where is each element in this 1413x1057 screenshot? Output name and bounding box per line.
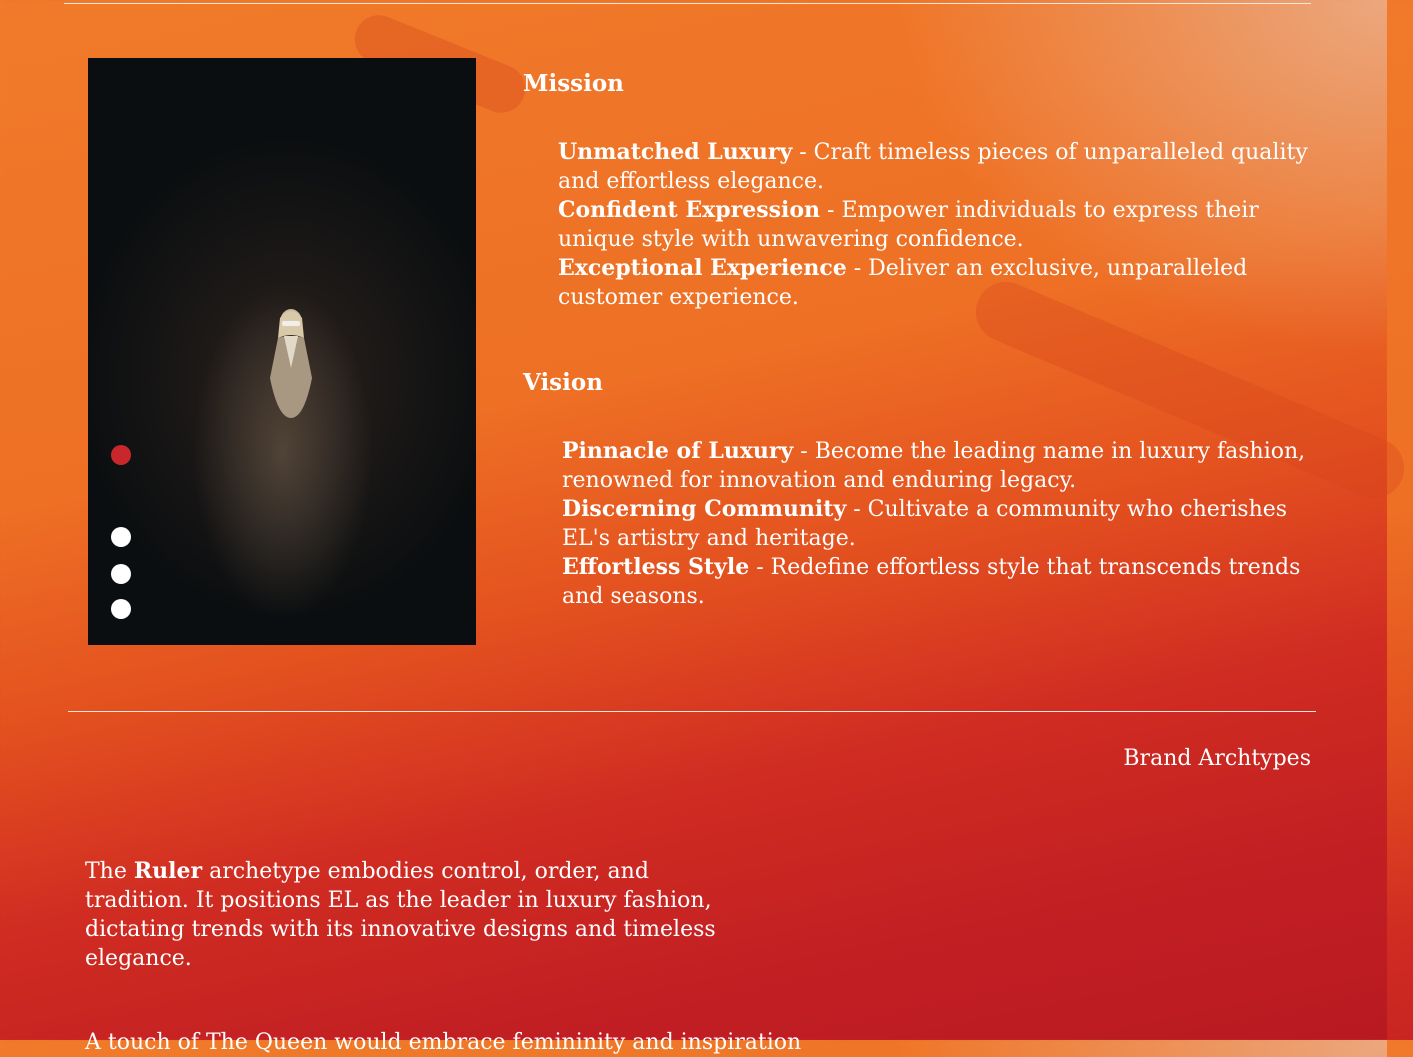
vision-item-text: - Cultivate a community who cherishes EL's artistry and heritage.	[562, 497, 1288, 551]
mission-item-text: - Craft timeless pieces of unparalleled quality and effortless elegance.	[558, 140, 1308, 194]
runway-photo	[88, 58, 476, 645]
ruler-text-post: archetype embodies control, order, and tradition. It positions EL as the leader in luxury fashion, dictating trends with its innovative designs and timeless elegance.	[85, 859, 716, 971]
vision-list	[562, 437, 1317, 611]
carousel-dot-4[interactable]	[111, 599, 131, 619]
top-divider	[64, 3, 1311, 4]
carousel-dot-2[interactable]	[111, 527, 131, 547]
mission-item-text: - Empower individuals to express their unique style with unwavering confidence.	[558, 198, 1259, 252]
vision-heading: Vision	[523, 369, 603, 396]
mission-item-text: - Deliver an exclusive, unparalleled customer experience.	[558, 256, 1248, 310]
vision-item	[562, 437, 1317, 495]
vision-item-title: Discerning Community	[562, 496, 847, 522]
mission-item-title: Unmatched Luxury	[558, 139, 793, 165]
vision-item	[562, 495, 1317, 553]
runway-model-image	[256, 308, 326, 418]
vision-item-text: - Redefine effortless style that transcends trends and seasons.	[562, 555, 1301, 609]
section-divider	[68, 711, 1316, 712]
vision-item	[562, 553, 1317, 611]
mission-item-title: Confident Expression	[558, 197, 821, 223]
queen-archetype-paragraph: A touch of The Queen would embrace femininity and inspiration	[85, 1030, 802, 1055]
mission-heading: Mission	[523, 70, 624, 97]
vision-item-title: Pinnacle of Luxury	[562, 438, 794, 464]
ruler-keyword: Ruler	[133, 858, 203, 884]
carousel-dot-3[interactable]	[111, 564, 131, 584]
carousel-dot-1[interactable]	[111, 445, 131, 465]
mission-item	[558, 196, 1318, 254]
vision-item-title: Effortless Style	[562, 554, 750, 580]
mission-item-title: Exceptional Experience	[558, 255, 847, 281]
ruler-text-pre: The	[85, 859, 134, 884]
vision-item-text: - Become the leading name in luxury fashion, renowned for innovation and enduring legacy.	[562, 439, 1306, 493]
mission-list	[558, 138, 1318, 312]
mission-item	[558, 254, 1318, 312]
brand-archetypes-label: Brand Archtypes	[1123, 746, 1311, 771]
ruler-archetype-paragraph	[85, 857, 745, 973]
mission-item	[558, 138, 1318, 196]
